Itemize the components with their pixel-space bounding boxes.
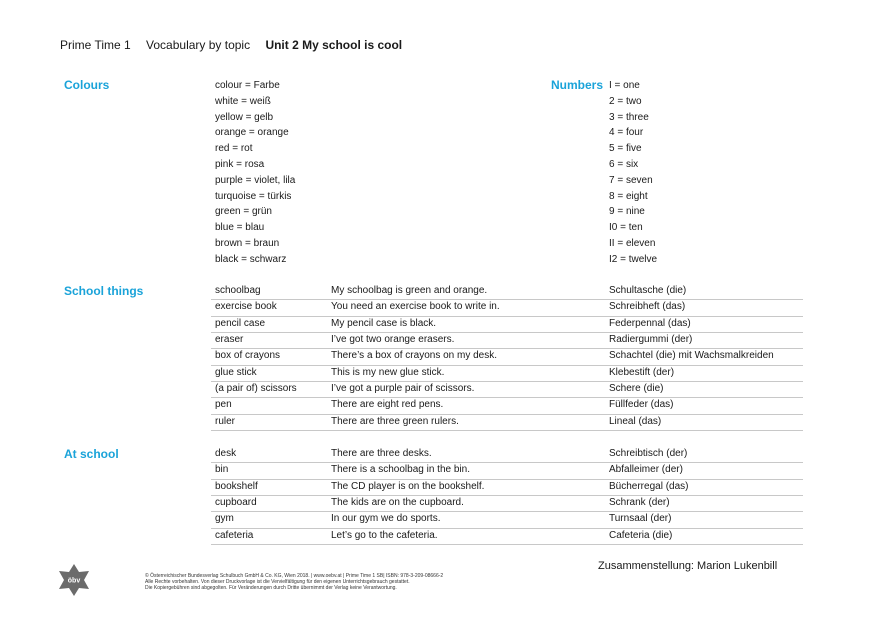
- unit-title: Unit 2 My school is cool: [265, 38, 403, 52]
- vocab-word: ruler: [215, 415, 236, 427]
- colours-list: [215, 78, 295, 268]
- example-sentence: The kids are on the cupboard.: [331, 497, 464, 509]
- colour-item: colour = Farbe: [215, 80, 280, 91]
- vocab-row: [211, 316, 803, 333]
- book-title: Prime Time 1: [60, 38, 131, 52]
- example-sentence: I’ve got two orange erasers.: [331, 334, 455, 346]
- example-sentence: There is a schoolbag in the bin.: [331, 464, 470, 476]
- number-item: 4 = four: [609, 127, 644, 139]
- german-translation: Lineal (das): [609, 415, 662, 427]
- oebv-logo: [57, 563, 91, 597]
- footer-line: Alle Rechte vorbehalten. Von dieser Druckvorlage ist die Vervielfältigung für den eigenen Unterrichtsgebrauch gestattet.: [145, 579, 410, 585]
- number-item: 8 = eight: [609, 190, 648, 202]
- german-translation: Bücherregal (das): [609, 480, 689, 492]
- german-translation: Schreibheft (das): [609, 301, 686, 313]
- colour-item: blue = blau: [215, 222, 265, 234]
- vocab-word: box of crayons: [215, 350, 281, 362]
- vocab-row: [211, 479, 803, 496]
- vocab-row: [211, 365, 803, 382]
- vocab-row: [211, 462, 803, 479]
- colour-item: turquoise = türkis: [215, 190, 292, 202]
- example-sentence: The CD player is on the bookshelf.: [331, 480, 485, 492]
- copyright-footer: [145, 573, 443, 591]
- number-item: 7 = seven: [609, 174, 653, 186]
- number-item: 6 = six: [609, 158, 639, 170]
- german-translation: Cafeteria (die): [609, 529, 673, 541]
- vocab-row: [211, 381, 803, 398]
- example-sentence: My pencil case is black.: [331, 317, 437, 329]
- number-item: I = one: [609, 80, 640, 91]
- german-translation: Klebestift (der): [609, 366, 675, 378]
- german-translation: Turnsaal (der): [609, 513, 672, 525]
- german-translation: Schrank (der): [609, 497, 670, 509]
- vocab-word: gym: [215, 513, 234, 525]
- number-item: I2 = twelve: [609, 253, 658, 265]
- footer-line: Die Kopiergebühren sind abgegolten. Für Veränderungen durch Dritte übernimmt der Verlag keine Verantwortung.: [145, 585, 397, 591]
- numbers-heading: Numbers: [551, 78, 604, 92]
- author-credit: Zusammenstellung: Marion Lukenbill: [598, 560, 778, 572]
- vocab-row: [211, 511, 803, 528]
- example-sentence: My schoolbag is green and orange.: [331, 285, 488, 296]
- german-translation: Schachtel (die) mit Wachsmalkreiden: [609, 350, 774, 362]
- vocab-word: pencil case: [215, 317, 266, 329]
- vocab-word: exercise book: [215, 301, 277, 313]
- example-sentence: There are three desks.: [331, 448, 432, 459]
- example-sentence: Let’s go to the cafeteria.: [331, 529, 438, 541]
- at-school-heading: At school: [64, 447, 119, 461]
- german-translation: Füllfeder (das): [609, 399, 674, 411]
- colour-item: green = grün: [215, 206, 272, 218]
- number-item: 3 = three: [609, 111, 649, 123]
- vocab-word: bookshelf: [215, 480, 258, 492]
- german-translation: Federpennal (das): [609, 317, 691, 329]
- vocab-row: [211, 495, 803, 512]
- example-sentence: There are eight red pens.: [331, 399, 444, 411]
- vocab-word: eraser: [215, 334, 244, 346]
- school-things-heading: School things: [64, 284, 144, 298]
- colours-heading: Colours: [64, 78, 110, 92]
- footer-line: © Österreichischer Bundesverlag Schulbuch GmbH & Co. KG, Wien 2018. | www.oebv.at | Prime Time 1 SB| ISBN: 978-3-209-08666-2: [145, 573, 444, 579]
- number-item: I0 = ten: [609, 222, 643, 234]
- number-item: 2 = two: [609, 95, 642, 107]
- vocab-word: schoolbag: [215, 285, 261, 296]
- example-sentence: There’s a box of crayons on my desk.: [331, 350, 498, 362]
- vocab-row: [211, 299, 803, 316]
- vocab-row: [211, 332, 803, 349]
- colour-item: white = weiß: [215, 95, 271, 107]
- colour-item: brown = braun: [215, 237, 280, 249]
- german-translation: Schreibtisch (der): [609, 448, 688, 459]
- colour-item: pink = rosa: [215, 158, 265, 170]
- vocab-word: glue stick: [215, 366, 257, 378]
- example-sentence: This is my new glue stick.: [331, 366, 445, 378]
- colour-item: black = schwarz: [215, 253, 287, 265]
- vocab-word: cafeteria: [215, 529, 254, 541]
- vocab-row: [211, 414, 803, 431]
- example-sentence: I’ve got a purple pair of scissors.: [331, 383, 475, 395]
- example-sentence: There are three green rulers.: [331, 415, 459, 427]
- colour-item: orange = orange: [215, 127, 289, 139]
- vocab-row: [211, 528, 803, 545]
- vocab-word: pen: [215, 399, 232, 411]
- example-sentence: In our gym we do sports.: [331, 513, 441, 525]
- colour-item: purple = violet, lila: [215, 174, 296, 186]
- vocab-row: [211, 446, 803, 463]
- numbers-list: [609, 78, 657, 268]
- vocab-row: [211, 348, 803, 365]
- number-item: II = eleven: [609, 237, 656, 249]
- page-header: [60, 38, 414, 52]
- german-translation: Abfalleimer (der): [609, 464, 683, 476]
- vocab-row: [211, 397, 803, 414]
- german-translation: Radiergummi (der): [609, 334, 693, 346]
- vocab-word: bin: [215, 464, 229, 476]
- colour-item: red = rot: [215, 143, 253, 155]
- example-sentence: You need an exercise book to write in.: [331, 301, 500, 313]
- german-translation: Schere (die): [609, 383, 664, 395]
- number-item: 9 = nine: [609, 206, 645, 218]
- header-subtitle: Vocabulary by topic: [146, 38, 251, 52]
- vocab-word: (a pair of) scissors: [215, 383, 297, 395]
- vocab-word: cupboard: [215, 497, 257, 509]
- number-item: 5 = five: [609, 143, 642, 155]
- vocab-word: desk: [215, 448, 237, 459]
- logo-text: öbv: [67, 577, 81, 585]
- german-translation: Schultasche (die): [609, 285, 687, 296]
- colour-item: yellow = gelb: [215, 111, 274, 123]
- vocab-row: [211, 283, 803, 300]
